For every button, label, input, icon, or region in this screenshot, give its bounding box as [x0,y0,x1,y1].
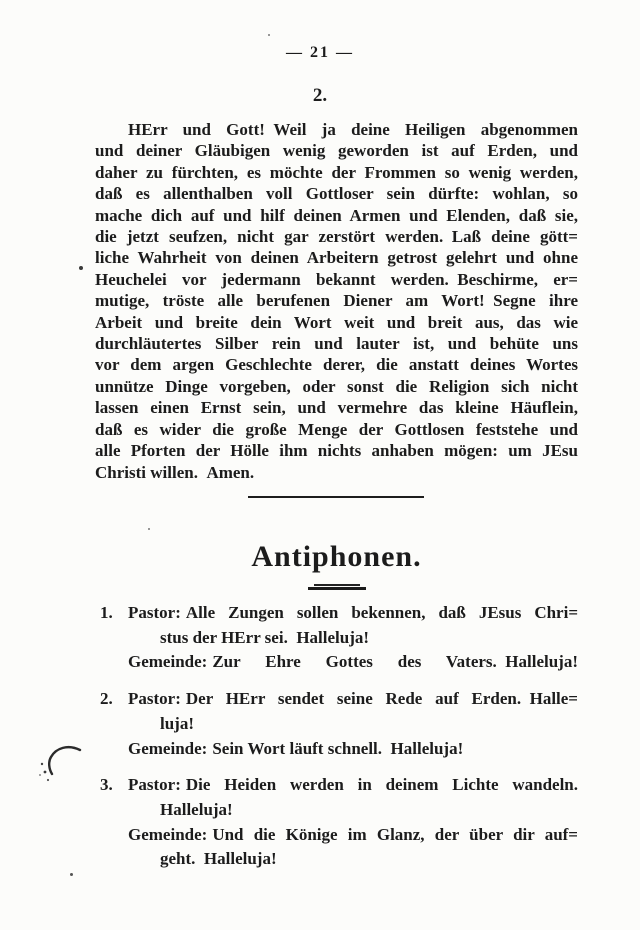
section-number: 2. [312,85,328,106]
page-number: — 21 — [286,44,354,61]
prayer-line: vor dem argen Geschlechte derer, die anstatt deines Wortes [95,355,578,375]
prayer-line: Christi willen. Amen. [95,462,255,482]
prayer-line: daher zu fürchten, es möchte der Frommen so wenig werden, [95,162,578,182]
margin-dot-mark [79,266,83,270]
pastor-text: Der HErr sendet seine Rede auf Erden. Halle= [185,689,578,709]
gemeinde-line-continuation: geht. Halleluja! [160,849,277,869]
prayer-line: unnütze Dinge vorgeben, oder sonst die Religion sich nicht [95,376,578,396]
gemeinde-label: Gemeinde: [128,824,208,844]
prayer-line: Arbeit und breite dein Wort weit und breit aus, das wie [95,312,578,332]
prayer-line: mutige, tröste alle berufenen Diener am Wort! Segne ihre [95,291,578,311]
pastor-line-continuation: Halleluja! [160,799,233,819]
antiphon-item [100,687,578,761]
antiphon-number: 2. [100,689,113,709]
heading-rule-thin [314,584,360,586]
scan-speck [70,873,73,876]
pen-stroke-mark [34,742,86,795]
gemeinde-text: Sein Wort läuft schnell. Halleluja! [212,738,464,758]
prayer-paragraph [95,119,578,483]
gemeinde-line [128,823,578,848]
antiphon-number: 1. [100,603,113,622]
antiphons-heading: Antiphonen. [251,540,422,573]
gemeinde-label: Gemeinde: [128,738,208,758]
prayer-line: mache dich auf und hilf deinen Armen und Elenden, daß sie, [95,205,578,225]
prayer-line: und deiner Gläubigen wenig geworden ist auf Erden, und [95,141,578,161]
prayer-line: daß es wider die große Menge der Gottlosen feststehe und [95,419,578,439]
antiphon-list [100,601,578,884]
prayer-line: durchläutertes Silber rein und lauter ist, und behüte uns [95,334,578,354]
heading-rule-thick [308,587,366,590]
gemeinde-label: Gemeinde: [128,652,208,672]
antiphon-item [100,773,578,872]
pen-stroke-svg [34,742,86,790]
pastor-label: Pastor: [128,689,181,709]
gemeinde-text: Und die Könige im Glanz, der über dir auf= [212,824,578,844]
pastor-text: Die Heiden werden in deinem Lichte wandeln. [185,775,578,795]
antiphon-number: 3. [100,775,113,795]
prayer-line: alle Pforten der Hölle ihm nichts anhaben mögen: um JEsu [95,441,578,461]
heading-ornament-rule [95,584,578,590]
pastor-text: Alle Zungen sollen bekennen, daß JEsus Chri= [185,603,578,622]
pastor-line-continuation: stus der HErr sei. Halleluja! [160,627,370,647]
pastor-label: Pastor: [128,603,181,622]
pastor-line [100,601,578,626]
gemeinde-text: Zur Ehre Gottes des Vaters. Halleluja! [212,652,578,672]
pastor-line [100,687,578,712]
scan-speck [268,34,270,36]
antiphon-item [100,601,578,675]
pastor-line [100,773,578,798]
prayer-line: lassen einen Ernst sein, und vermehre das kleine Häuflein, [95,398,578,418]
gemeinde-line [128,737,578,762]
prayer-line: daß es allenthalben voll Gottloser sein dürfte: wohlan, so [95,184,578,204]
pastor-label: Pastor: [128,775,181,795]
gemeinde-line [128,650,578,675]
scan-speck [148,528,150,530]
prayer-line: liche Wahrheit von deinen Arbeitern getrost gelehrt und ohne [95,248,578,268]
prayer-line: die jetzt seufzen, nicht gar zerstört werden. Laß deine gött= [95,227,578,247]
pastor-line-continuation: luja! [160,713,194,733]
prayer-line: Heuchelei vor jedermann bekannt werden. Beschirme, er= [95,269,578,289]
prayer-line: HErr und Gott! Weil ja deine Heiligen abgenommen [128,120,578,139]
section-divider-rule [248,496,424,498]
